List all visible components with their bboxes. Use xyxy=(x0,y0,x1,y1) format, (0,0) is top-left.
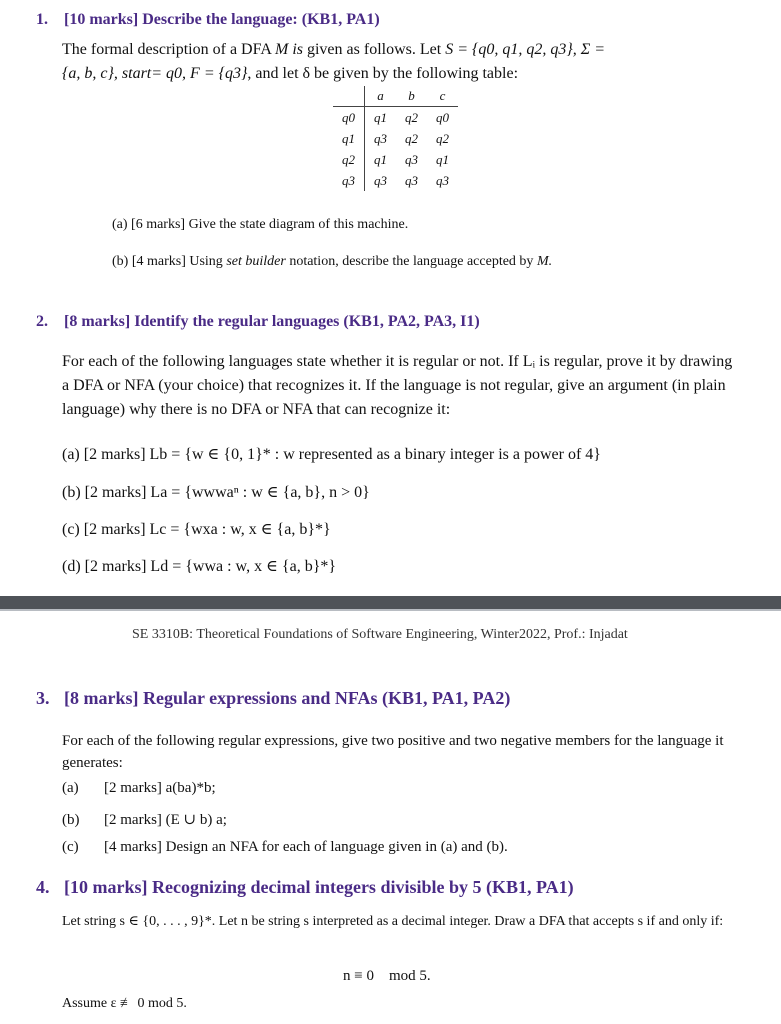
table-cell: q3 xyxy=(436,172,449,188)
table-header-a: a xyxy=(365,86,397,107)
q2-item-c: (c) [2 marks] Lc = {wxa : w, x ∈ {a, b}*} xyxy=(62,521,331,538)
table-cell: q3 xyxy=(365,170,397,191)
q1-part-b-text: (b) [4 marks] Using xyxy=(112,254,227,269)
table-corner xyxy=(333,86,365,107)
table-row xyxy=(333,128,458,149)
q4-heading xyxy=(36,877,574,898)
q3-item-label: (c) xyxy=(62,839,79,855)
q4-intro: Let string s ∈ {0, . . . , 9}*. Let n be string s interpreted as a decimal integer. Draw a DFA that accepts s if and only if: xyxy=(62,914,724,929)
table-state: q3 xyxy=(342,172,355,188)
q1-part-b-rest: notation, describe the language accepted by xyxy=(285,254,537,269)
table-row xyxy=(333,170,458,191)
q1-line1 xyxy=(62,41,605,59)
q1-number: 1. xyxy=(36,11,48,28)
q1-transition-table xyxy=(333,86,458,191)
q1-alphabet: {a, b, c} xyxy=(62,65,114,82)
table-cell: q2 xyxy=(405,109,418,125)
page-divider-edge xyxy=(0,609,781,611)
table-row xyxy=(333,149,458,170)
q1-part-b-emphasis: set builder xyxy=(226,254,286,269)
table-cell: q3 xyxy=(365,128,397,149)
q1-part-b xyxy=(112,254,552,270)
q1-part-b-machine: M. xyxy=(536,254,553,269)
q1-S-symbol: S xyxy=(445,41,454,58)
table-cell: q2 xyxy=(436,130,449,146)
table-cell: q2 xyxy=(405,130,418,146)
q1-line1-mid: given as follows. Let xyxy=(302,41,446,58)
q2-item-a: (a) [2 marks] Lb = {w ∈ {0, 1}* : w represented as a binary integer is a power of 4} xyxy=(62,446,601,463)
q3-item-text: [2 marks] (E ∪ b) a; xyxy=(104,812,227,828)
q1-title: [10 marks] Describe the language: (KB1, PA1) xyxy=(64,11,380,28)
q3-item xyxy=(62,839,508,856)
q1-is: is xyxy=(288,41,303,58)
q4-title: [10 marks] Recognizing decimal integers divisible by 5 (KB1, PA1) xyxy=(64,877,574,897)
q1-heading xyxy=(36,11,380,29)
page-divider xyxy=(0,596,781,609)
q3-item-label: (a) xyxy=(62,780,79,796)
table-cell: q3 xyxy=(405,172,418,188)
table-cell: q1 xyxy=(365,149,397,170)
q3-item-label: (b) xyxy=(62,812,80,828)
q1-start-final: , start= q0, F = {q3} xyxy=(113,65,248,82)
q4-equation: n ≡ 0 mod 5. xyxy=(343,968,431,984)
table-header-c: c xyxy=(427,86,458,107)
table-cell: q3 xyxy=(405,151,418,167)
q4-number: 4. xyxy=(36,877,50,897)
q3-number: 3. xyxy=(36,688,50,708)
table-cell: q1 xyxy=(436,151,449,167)
table-state: q2 xyxy=(342,151,355,167)
q2-item-d: (d) [2 marks] Ld = {wwa : w, x ∈ {a, b}*} xyxy=(62,558,337,575)
q1-line1-text: The formal description of a DFA xyxy=(62,41,275,58)
q3-heading xyxy=(36,688,510,709)
q3-intro: For each of the following regular expressions, give two positive and two negative members for the language it generates: xyxy=(62,733,724,771)
q1-machine-symbol: M xyxy=(274,41,289,58)
table-state: q1 xyxy=(342,130,355,146)
q2-number: 2. xyxy=(36,313,48,330)
table-header-b: b xyxy=(396,86,427,107)
q3-item-text: [4 marks] Design an NFA for each of language given in (a) and (b). xyxy=(104,839,508,855)
table-row xyxy=(333,107,458,129)
q1-state-set: = {q0, q1, q2, q3}, Σ = xyxy=(453,41,606,58)
table-cell: q0 xyxy=(436,109,449,125)
q2-item-b: (b) [2 marks] La = {wwwaⁿ : w ∈ {a, b}, n > 0} xyxy=(62,484,370,501)
q3-item xyxy=(62,780,216,797)
q2-heading xyxy=(36,313,480,331)
q3-title: [8 marks] Regular expressions and NFAs (KB1, PA1, PA2) xyxy=(64,688,511,708)
q2-intro: For each of the following languages state whether it is regular or not. If Lᵢ is regular, prove it by drawing a DFA or NFA (your choice) that recognizes it. If the language is not regular, give an argument (in plain language) why there is no DFA or NFA that can recognize it: xyxy=(62,353,733,418)
table-state: q0 xyxy=(342,109,355,125)
q1-line2-rest: , and let δ be given by the following table: xyxy=(247,65,519,82)
q4-assumption: Assume ε ≢ 0 mod 5. xyxy=(62,996,187,1011)
q1-part-a: (a) [6 marks] Give the state diagram of this machine. xyxy=(112,217,409,232)
q1-line2 xyxy=(62,65,518,83)
table-cell: q1 xyxy=(365,107,397,129)
q3-item xyxy=(62,810,227,829)
page-header: SE 3310B: Theoretical Foundations of Software Engineering, Winter2022, Prof.: Injadat xyxy=(132,627,628,642)
q3-item-text: [2 marks] a(ba)*b; xyxy=(104,780,216,796)
q2-title: [8 marks] Identify the regular languages (KB1, PA2, PA3, I1) xyxy=(64,313,480,330)
